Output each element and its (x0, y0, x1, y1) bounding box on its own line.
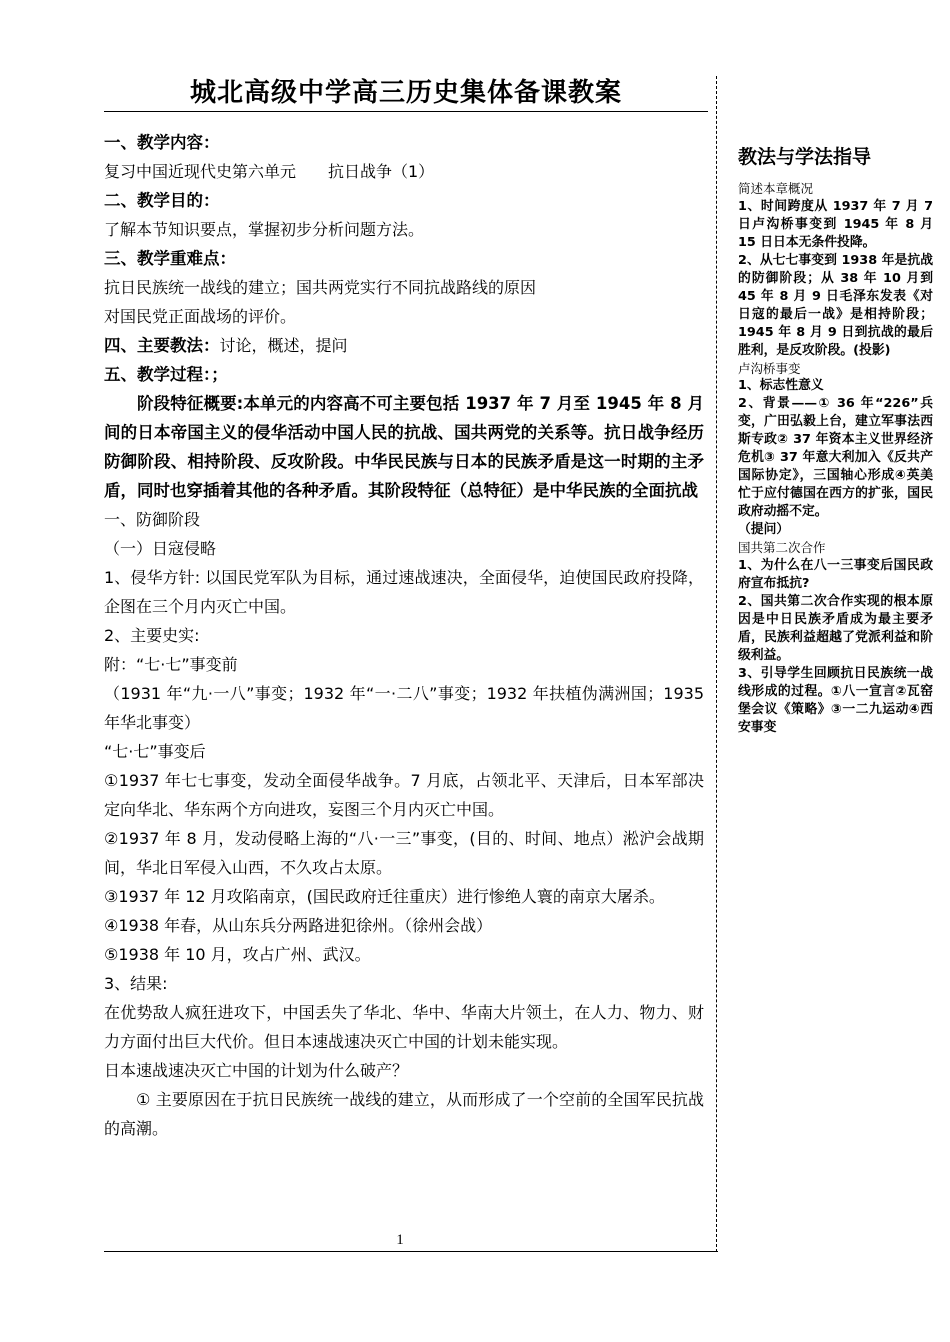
section-text-key-points-1: 抗日民族统一战线的建立；国共两党实行不同抗战路线的原因 (104, 278, 537, 297)
sidebar-coop-2: 2、国共第二次合作实现的根本原因是中日民族矛盾成为最主要矛盾，民族利益超越了党派利益和阶级利益。 (738, 593, 933, 663)
sidebar-coop-label: 国共第二次合作 (738, 540, 826, 555)
stage-overview-paragraph: 阶段特征概要:本单元的内容高不可主要包括 1937 年 7 月至 1945 年 8 月间的日本帝国主义的侵华活动中国人民的抗战、国共两党的关系等。抗日战争经历防御阶段、相持阶段、反攻阶段。中华民民族与日本的民族矛盾是这一时期的主矛盾，同时也穿插着其他的各种矛盾。其阶段特征（总特征）是中华民族的全面抗战 (104, 394, 704, 500)
sidebar-overview-2: 2、从七七事变到 1938 年是抗战的防御阶段；从 38 年 10 月到 45 年 8 月 9 日毛泽东发表《对日寇的最后一战》是相持阶段；1945 年 8 月 9 日到抗战的最后胜利，是反攻阶段。(投影) (738, 252, 933, 358)
title-underline (104, 111, 708, 112)
fact-item-5: ⑤1938 年 10 月，攻占广州、武汉。 (104, 945, 371, 964)
fact-item-3: ③1937 年 12 月攻陷南京，(国民政府迁往重庆）进行惨绝人寰的南京大屠杀。 (104, 887, 665, 906)
result-text: 在优势敌人疯狂进攻下，中国丢失了华北、华中、华南大片领土，在人力、物力、财力方面付出巨大代价。但日本速战速决灭亡中国的计划未能实现。 (104, 1003, 704, 1051)
column-divider (716, 76, 717, 1252)
before-incident-text: （1931 年“九·一八”事变；1932 年“一·二八”事变；1932 年扶植伪满洲国；1935 年华北事变） (104, 684, 704, 732)
section-heading-process: 五、教学过程：； (104, 365, 228, 384)
main-column (104, 128, 704, 1143)
sidebar-guidance (738, 142, 933, 737)
page-number: 1 (396, 1232, 404, 1248)
section-methods (104, 331, 704, 360)
sidebar-lugou-label: 卢沟桥事变 (738, 360, 801, 376)
fact-item-2: ②1937 年 8 月，发动侵略上海的“八·一三”事变，(目的、时间、地点）淞沪会战期间，华北日军侵入山西，不久攻占太原。 (104, 829, 704, 877)
section-text-purpose: 了解本节知识要点，掌握初步分析问题方法。 (104, 220, 425, 239)
sidebar-coop-3: 3、引导学生回顾抗日民族统一战线形成的过程。①八一宣言②瓦窑堡会议《策略》③一二九运动④西安事变 (738, 665, 933, 735)
stage-heading-defense: 一、防御阶段 (104, 510, 201, 529)
sidebar-lugou-2: 2、背景——① 36 年“226”兵变，广田弘毅上台，建立军事法西斯专政② 37 年资本主义世界经济危机③ 37 年意大利加入《反共产国际协定》，三国轴心形成④英美忙于应付德国在西方的扩张，国民政府动摇不定。 (738, 396, 933, 519)
sidebar-lugou-1: 1、标志性意义 (738, 378, 824, 393)
sidebar-coop-1: 1、为什么在八一三事变后国民政府宣布抵抗? (738, 557, 933, 591)
section-text-content: 复习中国近现代史第六单元 抗日战争（1） (104, 162, 435, 181)
subheading-invasion: （一）日寇侵略 (104, 539, 217, 558)
before-incident-label: 附：“七·七”事变前 (104, 655, 238, 674)
fact-item-4: ④1938 年春，从山东兵分两路进犯徐州。（徐州会战） (104, 916, 493, 935)
section-heading-key-points: 三、教学重难点： (104, 249, 236, 268)
facts-heading: 2、主要史实: (104, 626, 200, 645)
sidebar-overview-label: 简述本章概况 (738, 181, 814, 196)
footer-rule (104, 1251, 718, 1252)
sidebar-lugou-3: （提问） (738, 522, 790, 537)
invasion-policy: 1、侵华方针: 以国民党军队为目标，通过速战速决，全面侵华，迫使国民政府投降，企图在三个月内灭亡中国。 (104, 568, 704, 616)
section-heading-content: 一、教学内容： (104, 133, 220, 152)
section-text-methods: 讨论，概述，提问 (219, 336, 348, 355)
failure-answer-1: ① 主要原因在于抗日民族统一战线的建立，从而形成了一个空前的全国军民抗战的高潮。 (104, 1090, 704, 1138)
sidebar-title: 教法与学法指导 (738, 146, 872, 168)
section-text-key-points-2: 对国民党正面战场的评价。 (104, 307, 297, 326)
document-title: 城北高级中学高三历史集体备课教案 (189, 78, 622, 108)
failure-question: 日本速战速决灭亡中国的计划为什么破产？ (104, 1061, 409, 1080)
sidebar-overview-1: 1、时间跨度从 1937 年 7 月 7 日卢沟桥事变到 1945 年 8 月 15 日日本无条件投降。 (738, 198, 933, 250)
after-incident-label: “七·七”事变后 (104, 742, 206, 761)
section-heading-purpose: 二、教学目的： (104, 191, 220, 210)
result-heading: 3、结果: (104, 974, 168, 993)
fact-item-1: ①1937 年七七事变，发动全面侵华战争。7 月底，占领北平、天津后，日本军部决定向华北、华东两个方向进攻，妄图三个月内灭亡中国。 (104, 771, 704, 819)
section-heading-methods: 四、主要教法： (104, 336, 220, 355)
